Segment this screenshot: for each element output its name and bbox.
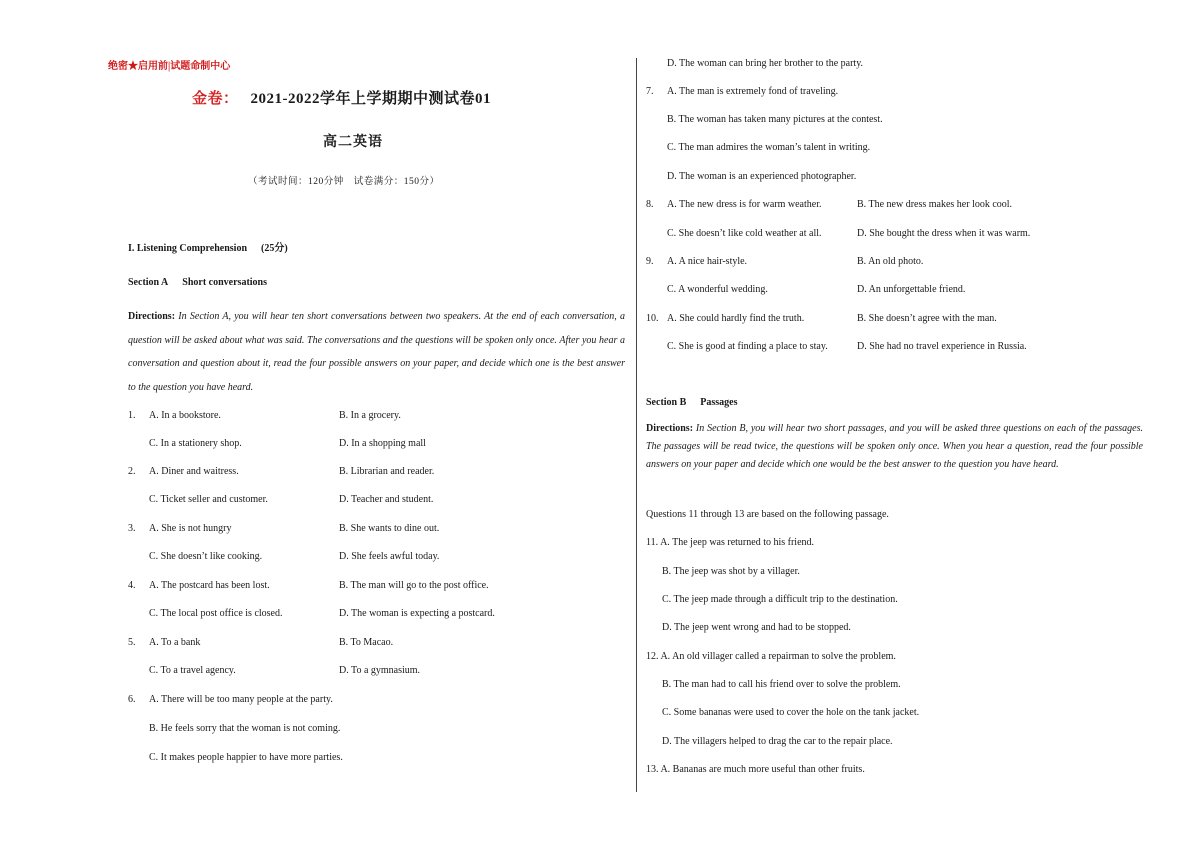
q12-option-d: D. The villagers helped to drag the car to the repair place. — [662, 736, 893, 747]
section-b-heading — [646, 397, 738, 409]
title-main: 2021-2022学年上学期期中测试卷01 — [250, 91, 492, 107]
q4-option-b: B. The man will go to the post office. — [339, 580, 489, 591]
q4-option-d: D. The woman is expecting a postcard. — [339, 608, 495, 619]
directions-text: In Section A, you will hear ten short conversations between two speakers. At the end of each conversation, a question will be asked about what was said. The conversations and the questions will be spoken only once. After you hear a conversation and question about it, read the four possible answers on your paper, and decide which one is the best answer to the question you have heard. — [128, 311, 626, 393]
part1-heading — [128, 243, 288, 255]
q2-option-b: B. Librarian and reader. — [339, 466, 435, 477]
q3-option-a: A. She is not hungry — [149, 523, 232, 534]
q8-number: 8. — [646, 199, 654, 210]
q13-option-a: 13. A. Bananas are much more useful than other fruits. — [646, 764, 865, 775]
q10-option-b: B. She doesn’t agree with the man. — [857, 313, 997, 324]
q8-option-a: A. The new dress is for warm weather. — [667, 199, 822, 210]
q8-option-d: D. She bought the dress when it was warm. — [857, 228, 1031, 239]
q4-option-c: C. The local post office is closed. — [149, 608, 283, 619]
q10-number: 10. — [646, 313, 659, 324]
q1-option-a: A. In a bookstore. — [149, 410, 221, 421]
q5-option-d: D. To a gymnasium. — [339, 665, 421, 676]
time-info: （考试时间：120分钟 试卷满分：150分） — [248, 177, 440, 187]
secret-label: 绝密★启用前|试题命制中心 — [108, 61, 231, 72]
q1-option-d: D. In a shopping mall — [339, 438, 426, 449]
q7-option-a: A. The man is extremely fond of traveling. — [667, 86, 839, 97]
q2-number: 2. — [128, 466, 136, 477]
q10-option-a: A. She could hardly find the truth. — [667, 313, 805, 324]
section-b-name: Passages — [700, 397, 738, 408]
q1-number: 1. — [128, 410, 136, 421]
q11-option-d: D. The jeep went wrong and had to be stopped. — [662, 622, 851, 633]
q6-option-c: C. It makes people happier to have more parties. — [149, 752, 343, 763]
q8-option-c: C. She doesn’t like cold weather at all. — [667, 228, 822, 239]
q2-option-a: A. Diner and waitress. — [149, 466, 239, 477]
q1-option-c: C. In a stationery shop. — [149, 438, 242, 449]
q7-number: 7. — [646, 86, 654, 97]
section-a-name: Short conversations — [182, 277, 268, 288]
directions-text: In Section B, you will hear two short passages, and you will be asked three questions on each of the passages. The passages will be read twice, the questions will be spoken only once. When you hear a question, read the four possible answers on your paper and decide which one would be the best answer to the question you have heard. — [646, 423, 1144, 470]
directions-label: Directions: — [646, 423, 694, 434]
q2-option-c: C. Ticket seller and customer. — [149, 494, 268, 505]
section-a-heading — [128, 277, 267, 289]
passage-intro: Questions 11 through 13 are based on the following passage. — [646, 509, 889, 520]
q11-option-b: B. The jeep was shot by a villager. — [662, 566, 800, 577]
q7-option-b: B. The woman has taken many pictures at the contest. — [667, 114, 883, 125]
q3-option-c: C. She doesn’t like cooking. — [149, 551, 263, 562]
q3-option-b: B. She wants to dine out. — [339, 523, 440, 534]
q9-option-c: C. A wonderful wedding. — [667, 284, 768, 295]
part1-title: I. Listening Comprehension — [128, 243, 248, 254]
q9-option-b: B. An old photo. — [857, 256, 924, 267]
q12-option-a: 12. A. An old villager called a repairman to solve the problem. — [646, 651, 896, 662]
q12-option-c: C. Some bananas were used to cover the hole on the tank jacket. — [662, 707, 920, 718]
column-divider — [636, 58, 637, 792]
section-b-label: Section B — [646, 397, 687, 408]
q7-option-c: C. The man admires the woman’s talent in writing. — [667, 142, 871, 153]
q10-option-d: D. She had no travel experience in Russia. — [857, 341, 1027, 352]
title-prefix: 金卷： — [192, 91, 239, 107]
q9-number: 9. — [646, 256, 654, 267]
q3-option-d: D. She feels awful today. — [339, 551, 440, 562]
q11-option-a: 11. A. The jeep was returned to his friend. — [646, 537, 815, 548]
q9-option-d: D. An unforgettable friend. — [857, 284, 966, 295]
q5-option-a: A. To a bank — [149, 637, 201, 648]
q9-option-a: A. A nice hair-style. — [667, 256, 748, 267]
q6-number: 6. — [128, 694, 136, 705]
q4-option-a: A. The postcard has been lost. — [149, 580, 270, 591]
q5-option-c: C. To a travel agency. — [149, 665, 236, 676]
page-title — [192, 93, 491, 105]
q7-option-d: D. The woman is an experienced photographer. — [667, 171, 857, 182]
q1-option-b: B. In a grocery. — [339, 410, 401, 421]
q6-option-a: A. There will be too many people at the party. — [149, 694, 333, 705]
q5-option-b: B. To Macao. — [339, 637, 394, 648]
q3-number: 3. — [128, 523, 136, 534]
q2-option-d: D. Teacher and student. — [339, 494, 434, 505]
q12-option-b: B. The man had to call his friend over to solve the problem. — [662, 679, 901, 690]
q11-option-c: C. The jeep made through a difficult trip to the destination. — [662, 594, 898, 605]
section-b-directions — [646, 420, 1143, 474]
q6-option-d: D. The woman can bring her brother to the party. — [667, 58, 864, 69]
q4-number: 4. — [128, 580, 136, 591]
q10-option-c: C. She is good at finding a place to stay. — [667, 341, 828, 352]
section-a-label: Section A — [128, 277, 169, 288]
q6-option-b: B. He feels sorry that the woman is not coming. — [149, 723, 341, 734]
page-subtitle: 高二英语 — [323, 135, 383, 150]
q8-option-b: B. The new dress makes her look cool. — [857, 199, 1013, 210]
part1-score: (25分) — [261, 243, 288, 254]
directions-label: Directions: — [128, 311, 176, 322]
q5-number: 5. — [128, 637, 136, 648]
section-a-directions — [128, 305, 625, 399]
